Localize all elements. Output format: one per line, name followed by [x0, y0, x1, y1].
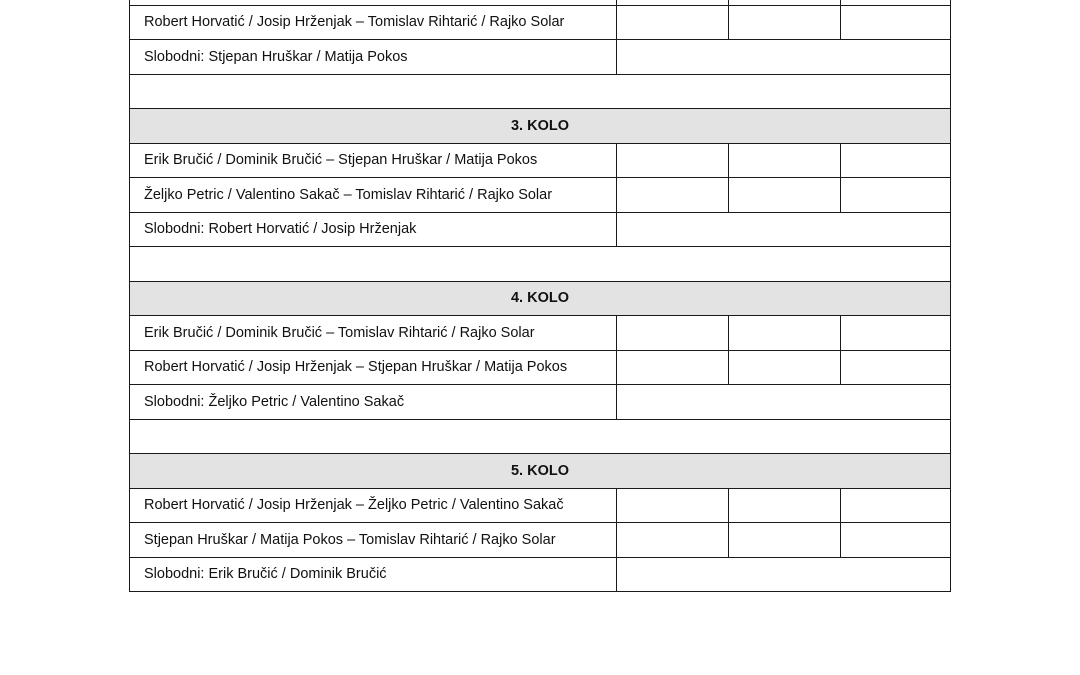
score-cell [841, 178, 951, 213]
match-row [130, 143, 951, 178]
bye-row [130, 385, 951, 420]
score-cell [841, 316, 951, 351]
score-cell [841, 143, 951, 178]
match-label: Stjepan Hruškar / Matija Pokos – Tomislav Rihtarić / Rajko Solar [130, 523, 617, 558]
round-header-row [130, 281, 951, 316]
match-row [130, 523, 951, 558]
match-label: Robert Horvatić / Josip Hrženjak – Željko Petric / Valentino Sakač [130, 488, 617, 523]
round-title: 5. KOLO [130, 454, 951, 489]
spacer-cell [130, 419, 951, 454]
score-cell [729, 316, 841, 351]
match-row [130, 316, 951, 351]
round-robin-schedule-table [129, 0, 951, 592]
bye-row [130, 40, 951, 75]
round-title: 4. KOLO [130, 281, 951, 316]
bye-label: Slobodni: Željko Petric / Valentino Sakač [130, 385, 617, 420]
spacer-row [130, 419, 951, 454]
match-row [130, 5, 951, 40]
bye-empty-cell [617, 557, 951, 592]
score-cell [841, 488, 951, 523]
round-title: 3. KOLO [130, 109, 951, 144]
bye-row [130, 212, 951, 247]
match-label: Robert Horvatić / Josip Hrženjak – Tomislav Rihtarić / Rajko Solar [130, 5, 617, 40]
bye-empty-cell [617, 212, 951, 247]
score-cell [617, 5, 729, 40]
bye-label: Slobodni: Erik Bručić / Dominik Bručić [130, 557, 617, 592]
bye-empty-cell [617, 385, 951, 420]
spacer-cell [130, 247, 951, 282]
round-header-row [130, 109, 951, 144]
match-label: Erik Bručić / Dominik Bručić – Stjepan Hruškar / Matija Pokos [130, 143, 617, 178]
spacer-row [130, 247, 951, 282]
bye-label: Slobodni: Robert Horvatić / Josip Hrženjak [130, 212, 617, 247]
score-cell [617, 350, 729, 385]
bye-label: Slobodni: Stjepan Hruškar / Matija Pokos [130, 40, 617, 75]
score-cell [729, 143, 841, 178]
score-cell [729, 5, 841, 40]
score-cell [729, 488, 841, 523]
score-cell [729, 350, 841, 385]
score-cell [841, 523, 951, 558]
bye-empty-cell [617, 40, 951, 75]
score-cell [617, 178, 729, 213]
score-cell [617, 316, 729, 351]
match-label: Erik Bručić / Dominik Bručić – Tomislav Rihtarić / Rajko Solar [130, 316, 617, 351]
match-row [130, 350, 951, 385]
score-cell [617, 523, 729, 558]
bye-row [130, 557, 951, 592]
score-cell [841, 5, 951, 40]
match-row [130, 178, 951, 213]
score-cell [617, 143, 729, 178]
spacer-cell [130, 74, 951, 109]
match-row [130, 488, 951, 523]
match-label: Željko Petric / Valentino Sakač – Tomislav Rihtarić / Rajko Solar [130, 178, 617, 213]
score-cell [729, 523, 841, 558]
match-label: Robert Horvatić / Josip Hrženjak – Stjepan Hruškar / Matija Pokos [130, 350, 617, 385]
round-header-row [130, 454, 951, 489]
score-cell [617, 488, 729, 523]
score-cell [841, 350, 951, 385]
score-cell [729, 178, 841, 213]
spacer-row [130, 74, 951, 109]
